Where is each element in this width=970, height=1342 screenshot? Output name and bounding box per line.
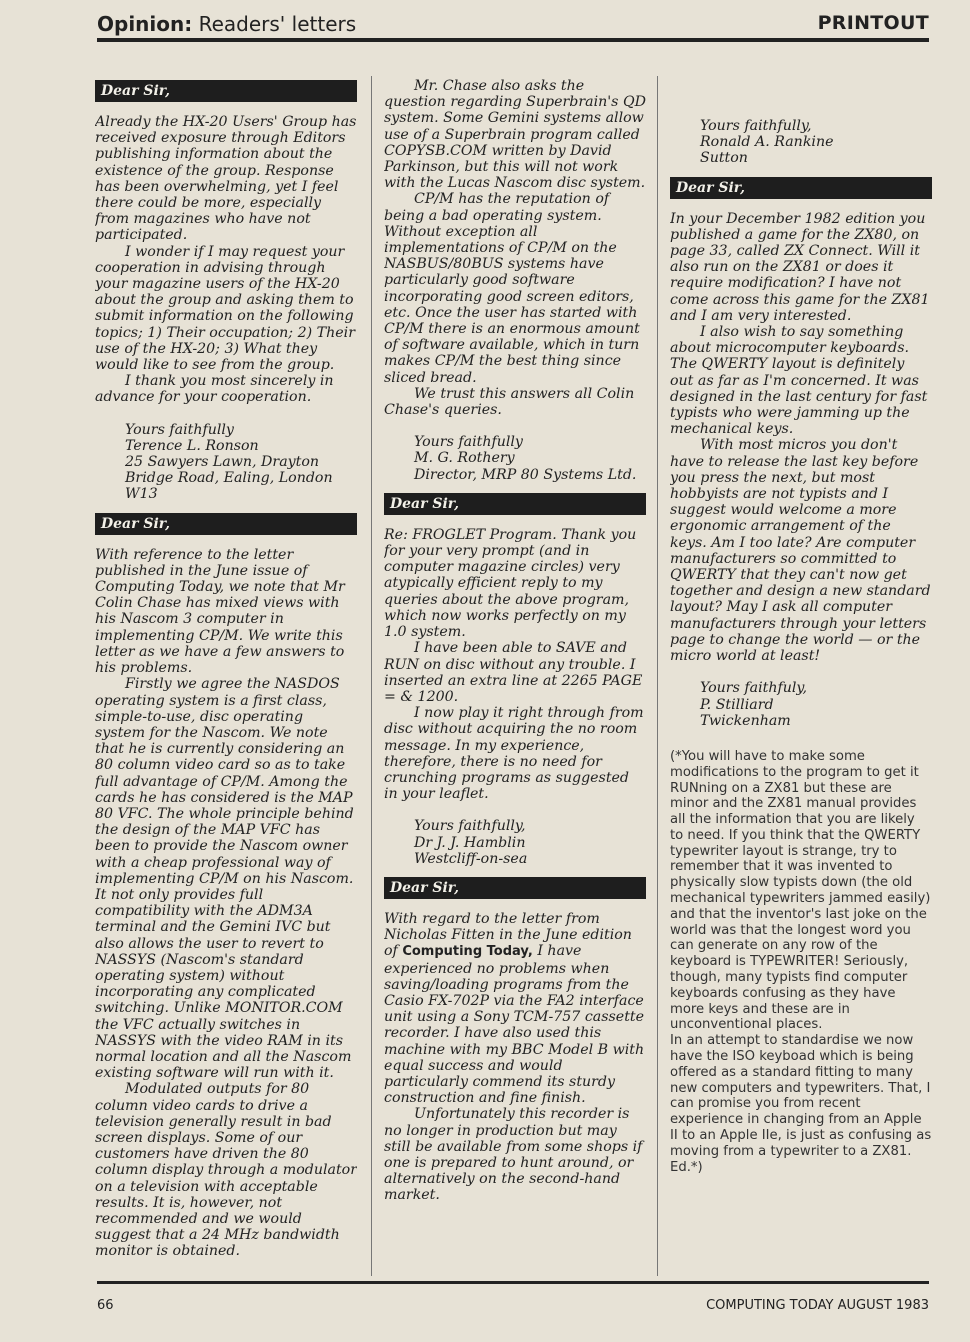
letter-paragraph: Mr. Chase also asks the question regarding Superbrain's QD system. Some Gemini systems allow use of a Superbrain program called COPYSB.COM written by David Parkinson, but this will not work with the Lucas Nascom disc system. bbox=[384, 78, 646, 192]
letter-text: With regard to the letter from Nicholas Fitten in the June edition of bbox=[384, 910, 632, 960]
bottom-rule bbox=[97, 1281, 929, 1284]
section-title bbox=[97, 12, 356, 36]
signer-address: Twickenham bbox=[700, 712, 791, 729]
signer-name: M. G. Rothery bbox=[414, 450, 515, 467]
signer-address: 25 Sawyers Lawn, Drayton bbox=[125, 454, 320, 471]
letter-paragraph: In your December 1982 edition you published a game for the ZX80, on page 33, called ZX Connect. Will it also run on the ZX81 or does it require modification? I have not come across this game for the ZX81 and I am very interested. bbox=[670, 210, 930, 324]
letter-text: I have experienced no problems when saving/loading programs from the Casio FX-702P via the FA2 interface unit using a Sony TCM-757 cassette recorder. I have also used this machine with my BBC Model B with equal success and would particularly commend its sturdy construction and fine finish. bbox=[384, 943, 645, 1107]
column-divider bbox=[657, 76, 658, 1276]
signature bbox=[700, 118, 932, 167]
signer-address: W13 bbox=[125, 486, 158, 503]
column-divider bbox=[371, 76, 372, 1276]
signature bbox=[700, 680, 932, 729]
salutation-banner: Dear Sir, bbox=[95, 80, 357, 102]
signoff: Yours faithfully, bbox=[414, 818, 526, 835]
signer-name: Terence L. Ronson bbox=[125, 437, 259, 454]
letter-paragraph: We trust this answers all Colin Chase's queries. bbox=[384, 385, 635, 419]
salutation-banner: Dear Sir, bbox=[384, 493, 646, 515]
page-header bbox=[97, 12, 929, 40]
editor-paragraph: (*You will have to make some modifications to the program to get it RUNning on a ZX81 but these are minor and the ZX81 manual provides all the information that you are likely to need. If you think that the QWERTY typewriter layout is strange, try to remember that it was invented to physically slow typists down (the old mechanical typewriters jammed easily) and that the inventor's last joke on the world was that the longest word you can generate on any row of the keyboard is TYPEWRITER! Seriously, though, many typists find computer keyboards confusing as they have more keys and these are in unconventional places. bbox=[670, 748, 931, 1033]
section-subtitle: Readers' letters bbox=[192, 12, 357, 36]
signer-title: Director, MRP 80 Systems Ltd. bbox=[414, 466, 637, 483]
signoff: Yours faithfuly, bbox=[700, 680, 808, 697]
editor-paragraph: In an attempt to standardise we now have the ISO keyboad which is being offered as a standard fitting to many new computers and typewriters. That, I can promise you from recent experience in changing from an Apple II to an Apple IIe, is just as confusing as moving from a typewriter to a ZX81. Ed.*) bbox=[670, 1033, 932, 1175]
letter-paragraph: With most micros you don't have to release the last key before you press the next, but most hobbyists are not typists and I suggest would welcome a more ergonomic arrangement of the keys. Am I too late? Are computer manufacturers so committed to QWERTY that they can't now get together and design a new standard layout? May I ask all computer manufacturers through your letters page to change the world — or the micro world at least! bbox=[670, 437, 931, 665]
editor-note bbox=[670, 749, 932, 1176]
column-3 bbox=[670, 78, 932, 1342]
top-rule bbox=[97, 38, 929, 42]
column-2 bbox=[384, 78, 646, 1342]
salutation-banner: Dear Sir, bbox=[384, 877, 646, 899]
letter-paragraph: I thank you most sincerely in advance for your cooperation. bbox=[95, 373, 334, 406]
page-number: 66 bbox=[97, 1298, 114, 1313]
letter-paragraph: Unfortunately this recorder is no longer in production but may still be available from some shops if one is prepared to hunt around, or alternatively on the second-hand market. bbox=[384, 1106, 643, 1204]
signer-name: P. Stilliard bbox=[700, 696, 774, 713]
salutation-banner: Dear Sir, bbox=[95, 513, 357, 535]
letter-5 bbox=[670, 177, 932, 1176]
letter-1 bbox=[95, 80, 357, 503]
letter-paragraph: Firstly we agree the NASDOS operating system is a first class, simple-to-use, disc operating system for the Nascom. We note that he is currently considering an 80 column video card so as to take full advantage of CP/M. Among the cards he has considered is the MAP 80 VFC. The whole principle behind the design of the MAP VFC has been to provide the Nascom owner with a cheap professional way of implementing CP/M on his Nascom. It not only provides full compatibility with the ADM3A terminal and the Gemini IVC but also allows the user to revert to NASSYS (Nascom's standard operating system) without incorporating any complicated switching. Unlike MONITOR.COM the VFC actually switches in NASSYS with the video RAM in its normal location and all the Nascom existing software will run with it. bbox=[95, 676, 354, 1082]
signoff: Yours faithfully bbox=[125, 421, 234, 438]
signer-address: Westcliff-on-sea bbox=[414, 850, 528, 867]
signature bbox=[414, 434, 646, 483]
letter-paragraph: I have been able to SAVE and RUN on disc without any trouble. I inserted an extra line at 2265 PAGE = & 1200. bbox=[384, 640, 643, 705]
section-label: Opinion: bbox=[97, 12, 193, 36]
letter-paragraph: With reference to the letter published in the June issue of Computing Today, we note that Mr Colin Chase has mixed views with his Nascom 3 computer in implementing CP/M. We write this letter as we have a few answers to his problems. bbox=[95, 546, 345, 677]
column-name: PRINTOUT bbox=[817, 12, 929, 34]
letter-paragraph: I now play it right through from disc without acquiring the no room message. In my experience, therefore, there is no need for crunching programs as suggested in your leaflet. bbox=[384, 705, 644, 803]
signer-name: Ronald A. Rankine bbox=[700, 134, 834, 151]
letter-paragraph: CP/M has the reputation of being a bad operating system. Without exception all implementations of CP/M on the NASBUS/80BUS systems have particularly good software incorporating good screen editors, etc. Once the user has started with CP/M there is an enormous amount of software available, which in turn makes CP/M the best thing since sliced bread. bbox=[384, 191, 640, 386]
letter-paragraph: Re: FROGLET Program. Thank you for your very prompt (and in computer magazine circles) very atypically efficient reply to my queries about the above program, which now works perfectly on my 1.0 system. bbox=[384, 526, 637, 641]
signoff: Yours faithfully, bbox=[700, 118, 812, 134]
signer-address: Sutton bbox=[700, 150, 748, 167]
letter-paragraph: I also wish to say something about microcomputer keyboards. The QWERTY layout is definitely out as far as I'm concerned. It was designed in the last century for fast typists who were jamming up the mechanical keys. bbox=[670, 324, 928, 438]
letter-4 bbox=[384, 877, 646, 1204]
column-1 bbox=[95, 80, 357, 1342]
signature bbox=[414, 818, 646, 867]
signer-name: Dr J. J. Hamblin bbox=[414, 834, 526, 851]
publication-info: COMPUTING TODAY AUGUST 1983 bbox=[706, 1298, 929, 1313]
letter-3 bbox=[384, 493, 646, 867]
signature bbox=[125, 422, 357, 503]
letter-paragraph: Already the HX-20 Users' Group has received exposure through Editors publishing information about the existence of the group. Response has been overwhelming, yet I feel there could be more, especially from magazines who have not participated. bbox=[95, 114, 357, 244]
letter-paragraph: Modulated outputs for 80 column video cards to drive a television generally result in bad screen displays. Some of our customers have driven the 80 column display through a modulator on a television with acceptable results. It is, however, not recommended and we would suggest that a 24 MHz bandwidth monitor is obtained. bbox=[95, 1081, 357, 1260]
signoff: Yours faithfully bbox=[414, 434, 523, 451]
signer-address: Bridge Road, Ealing, London bbox=[125, 470, 333, 487]
salutation-banner: Dear Sir, bbox=[670, 177, 932, 199]
letter-paragraph: I wonder if I may request your cooperation in advising through your magazine users of the HX-20 about the group and asking them to submit information on the following topics; 1) Their occupation; 2) Their use of the HX-20; 3) What they would like to see from the group. bbox=[95, 243, 355, 374]
magazine-name: Computing Today, bbox=[402, 944, 533, 960]
letter-2 bbox=[95, 513, 357, 1260]
letter-paragraph bbox=[384, 911, 646, 1106]
